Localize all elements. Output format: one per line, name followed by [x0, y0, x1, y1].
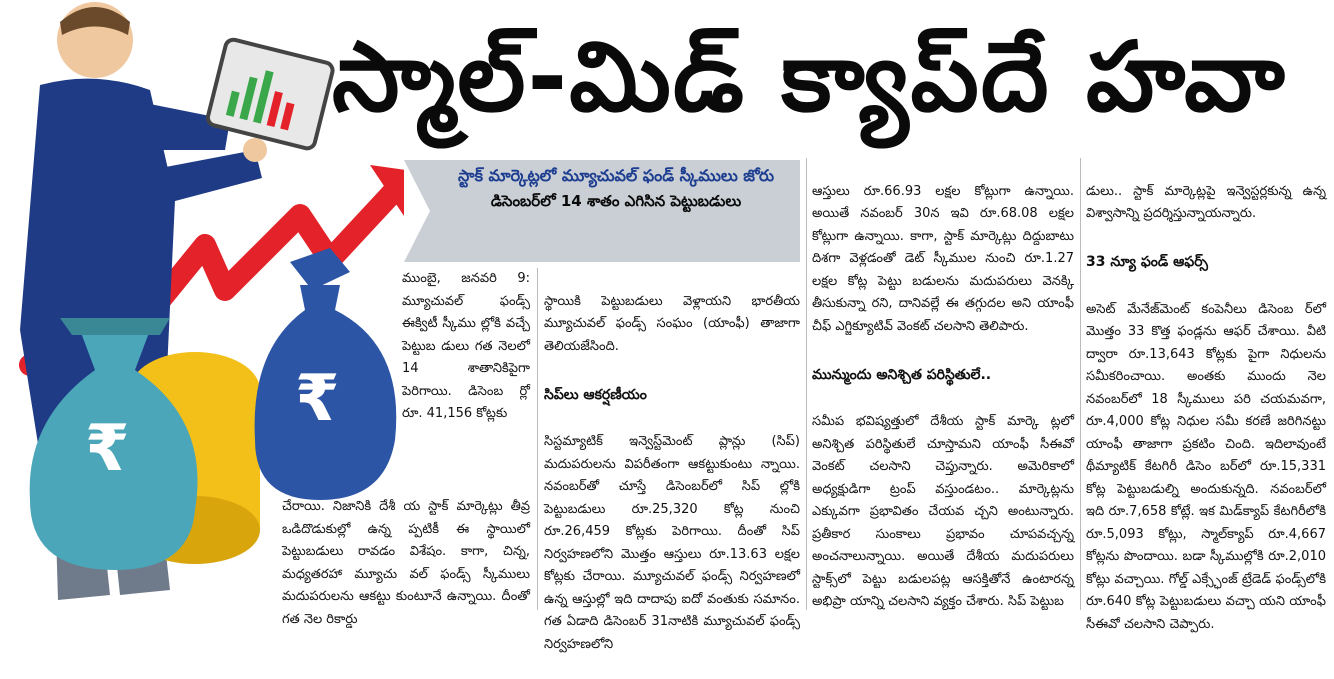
col2-body: సిస్టమ్యాటిక్ ఇన్వెస్ట్‌మెంట్ ప్లాన్లు (సిప్) మదుపరులను విపరీతంగా ఆకట్టుకుంటు న్నాయి. నవంబర్‌తో చూస్తే డిసెంబర్‌లో సిప్ ల్లోకి పెట్టుబడులు రూ.25,320 కోట్ల నుంచి రూ.26,459 కోట్లకు పెరిగాయి. దీంతో సిప్ నిర్వహణలోని మొత్తం ఆస్తులు రూ.13.63 లక్షల కోట్లకు చేరాయి. మ్యూచువల్ ఫండ్స్ నిర్వహణలో ఉన్న ఆస్తుల్లో ఇది దాదాపు ఐదో వంతుకు సమానం. గత ఏడాది డిసెంబర్ 31నాటికి మ్యూచువల్ ఫండ్స్ నిర్వహణలోని [544, 434, 800, 652]
article-col1-wide: చేరాయి. నిజానికి దేశీ య స్టాక్ మార్కెట్లు తీవ్ర ఒడిదొడుకుల్లో ఉన్న ప్పటికీ ఈ స్థాయిలో పెట్టుబడులు రావడం విశేషం. కాగా, చిన్న, మధ్యతరహా మ్యూచు వల్ ఫండ్స్ స్కీములు మదుపరులను ఆకట్టు కుంటూనే ఉన్నాయి. దీంతో గత నెల రికార్డు [282, 499, 530, 627]
col3-body: సమీప భవిష్యత్తులో దేశీయ స్టాక్ మార్కె ట్లలో అనిశ్చిత పరిస్థితులే చూస్తామని యాంఫీ సీఈవో వెంకట్ చలసాని చెప్తున్నారు. అమెరికాలో అధ్యక్షుడిగా ట్రంప్ వస్తుండటం.. మార్కెట్లను ఎక్కువగా ప్రభావితం చేయవ చ్చని అంటున్నారు. ప్రతీకార సుంకాలు ప్రభావం చూపవచ్చన్న అంచనాలున్నాయి. అయితే దేశీయ మదుపరులు స్టాక్స్‌లో పెట్టు బడులపట్ల ఆసక్తితోనే ఉంటారన్న అభిప్రా యాన్ని చలసాని వ్యక్తం చేశారు. సిప్ పెట్టుబ [812, 414, 1074, 609]
col2-subhead: సిప్‌లు ఆకర్షణీయం [544, 386, 647, 403]
col4-body: అసెట్ మేనేజ్‌మెంట్ కంపెనీలు డిసెంబ ర్‌లో మొత్తం 33 కొత్త ఫండ్లను ఆఫర్ చేశాయి. వీటి ద్వారా రూ.13,643 కోట్లకు పైగా నిధులను సమీకరించాయి. అంతకు ముందు నెల నవంబర్‌లో 18 స్కీములు పరి చయమవగా, రూ.4,000 కోట్ల నిధుల సమీ కరణే జరిగినట్టు యాంఫీ తాజాగా ప్రకటిం చింది. ఇదిలావుంటే థీమ్యాటిక్ కేటగిరీ డిసెం బర్‌లో రూ.15,331 కోట్ల పెట్టుబడుల్ని అందుకున్నది. నవంబర్‌లో ఇది రూ.7,658 కోట్లే. ఇక మిడ్‌క్యాప్ కేటగిరీలోకి రూ.5,093 కోట్లు, స్మాల్‌క్యాప్ రూ.4,667 కోట్లను పొందాయి. బడా స్కీముల్లోకి రూ.2,010 కోట్లు వచ్చాయి. గోల్డ్ ఎక్స్ఛేంజ్ ట్రేడెడ్ ఫండ్స్‌లోకి రూ.640 కోట్ల పెట్టుబడులు వచ్చా యని యాంఫీ సీఈవో చలసాని చెప్పారు. [1086, 301, 1326, 632]
column-divider [537, 268, 538, 610]
subheadline: స్టాక్ మార్కెట్లలో మ్యూచువల్ ఫండ్ స్కీములు జోరు [458, 166, 774, 185]
col3-paragraph: ఆస్తులు రూ.66.93 లక్షల కోట్లుగా ఉన్నాయి. అయితే నవంబర్ 30న ఇవి రూ.68.08 లక్షల కోట్లుగా ఉన్నాయి. కాగా, స్టాక్ మార్కెట్లు దిద్దుబాటు దిశగా వెళ్లడంతో డెట్ స్కీముల నుంచి రూ.1.27 లక్షల కోట్ల పెట్టు బడులను మదుపరులు వెనక్కి తీసుకున్నా రని, దానివల్లే ఈ తగ్గుదల అని యాంఫీ చీఫ్ ఎగ్జిక్యూటివ్ వెంకట్ చలసాని తెలిపారు. [812, 183, 1074, 334]
column-divider [806, 158, 807, 610]
deck: డిసెంబర్‌లో 14 శాతం ఎగిసిన పెట్టుబడులు [490, 192, 742, 210]
rupee-icon: ₹ [295, 362, 340, 436]
article-col3 [812, 158, 1074, 612]
article-col1-narrow: ముంబై, జనవరి 9: మ్యూచువల్ ఫండ్స్ ఈక్విటీ స్కీము ల్లోకి వచ్చే పెట్టుబ డులు గత నెలలో 14 శాతానికిపైగా పెరిగాయి. డిసెంబ ర్లో రూ. 41,156 కోట్లకు [402, 271, 530, 421]
col4-subhead: 33 న్యూ ఫండ్ ఆఫర్స్ [1086, 254, 1208, 270]
rupee-icon: ₹ [85, 412, 130, 486]
subheadline-banner [404, 160, 800, 262]
col3-subhead: మున్ముందు అనిశ్చిత పరిస్థితులే.. [812, 366, 992, 383]
article-col4 [1086, 158, 1326, 632]
headline: స్మాల్-మిడ్ క్యాప్‌దే హవా [332, 21, 1287, 133]
col4-paragraph: డులు.. స్టాక్ మార్కెట్లపై ఇన్వెస్టర్లకున్న ఉన్న విశ్వాసాన్ని ప్రదర్శిస్తున్నాయన్నారు. [1086, 183, 1326, 221]
column-divider [1080, 158, 1081, 610]
article-col2 [544, 268, 800, 652]
col2-paragraph: స్థాయికి పెట్టుబడులు వెళ్లాయని భారతీయ మ్యూచువల్ ఫండ్స్ సంఘం (యాంఫీ) తాజాగా తెలియజేసింది. [544, 293, 800, 354]
